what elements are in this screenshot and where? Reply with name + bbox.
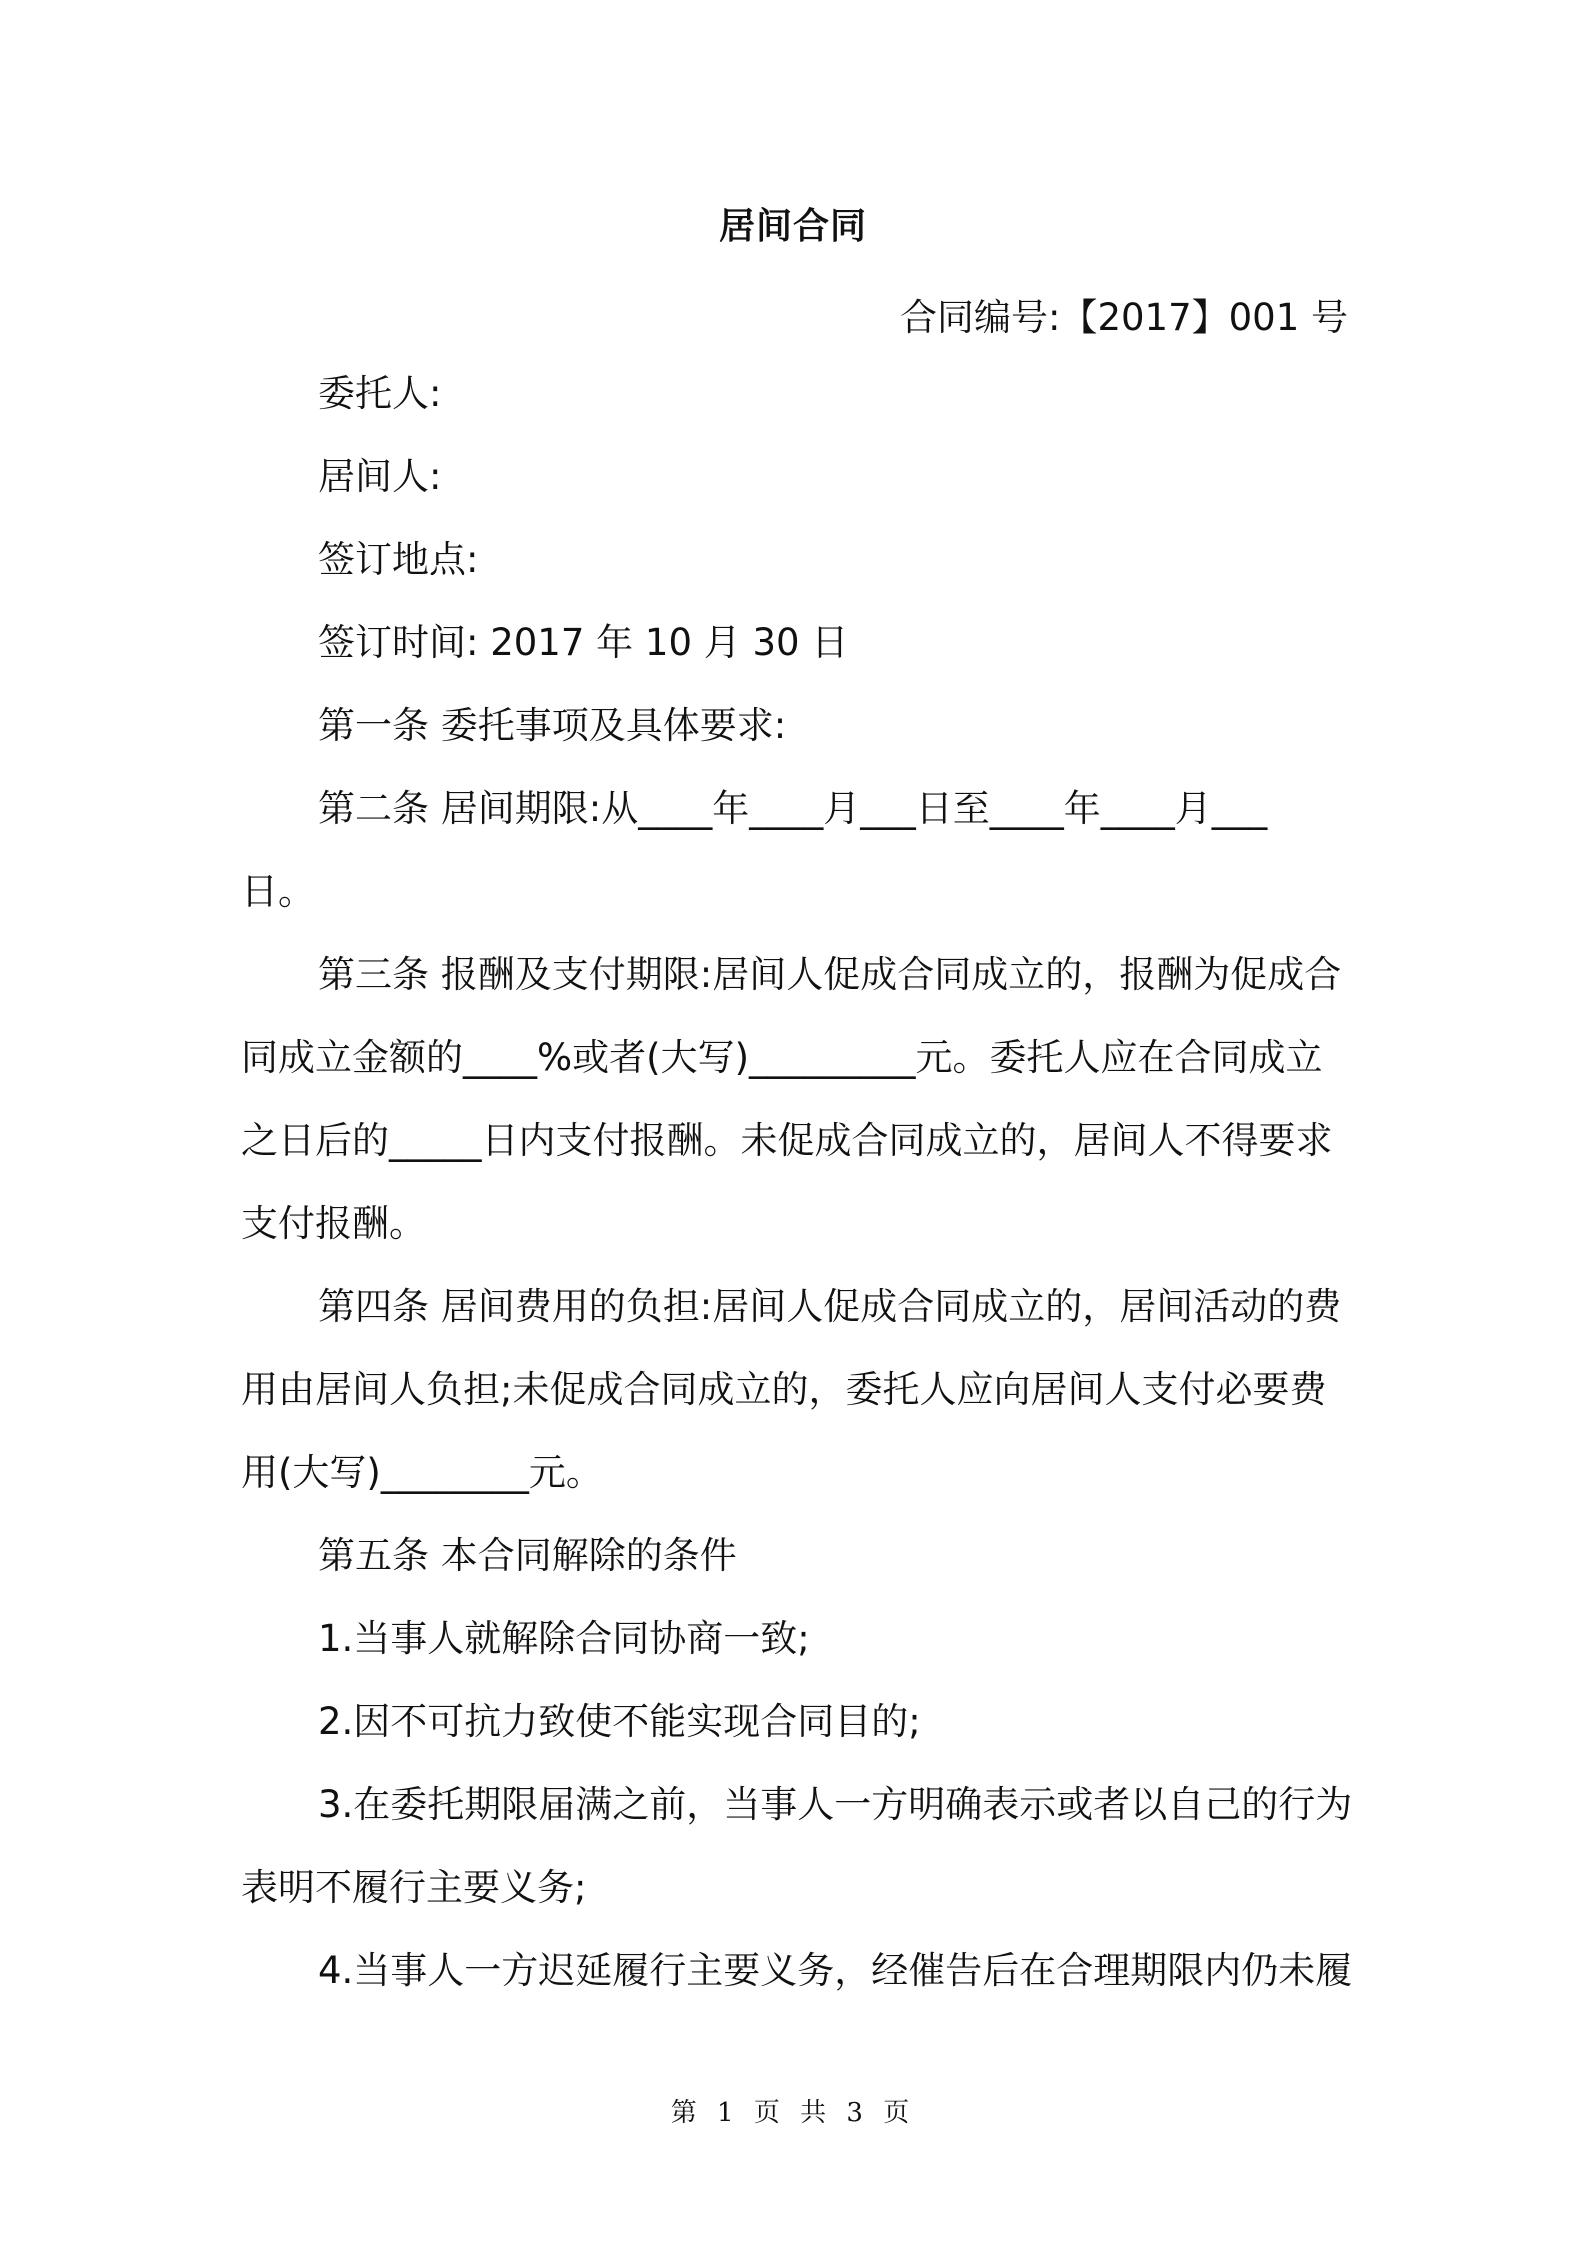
client-line: 委托人: bbox=[318, 372, 442, 415]
page-footer: 第 1 页 共 3 页 bbox=[670, 2098, 916, 2128]
contract-number: 合同编号:【2017】001 号 bbox=[899, 296, 1348, 339]
article-3-line-4: 支付报酬。 bbox=[241, 1202, 426, 1245]
article-5-line: 第五条 本合同解除的条件 bbox=[318, 1534, 737, 1577]
condition-2-line: 2.因不可抗力致使不能实现合同目的; bbox=[318, 1700, 921, 1743]
article-4-line-2: 用由居间人负担;未促成合同成立的，委托人应向居间人支付必要费 bbox=[241, 1368, 1327, 1411]
article-3-line-1: 第三条 报酬及支付期限:居间人促成合同成立的，报酬为促成合 bbox=[318, 953, 1342, 996]
article-2-line-1: 第二条 居间期限:从____年____月___日至____年____月___ bbox=[318, 787, 1268, 830]
condition-3-line-2: 表明不履行主要义务; bbox=[241, 1866, 587, 1909]
article-4-line-1: 第四条 居间费用的负担:居间人促成合同成立的，居间活动的费 bbox=[318, 1285, 1342, 1328]
signing-place-line: 签订地点: bbox=[318, 538, 479, 581]
condition-1-line: 1.当事人就解除合同协商一致; bbox=[318, 1617, 810, 1660]
intermediary-line: 居间人: bbox=[318, 455, 442, 498]
article-2-line-2: 日。 bbox=[241, 870, 315, 913]
condition-4-line-1: 4.当事人一方迟延履行主要义务，经催告后在合理期限内仍未履 bbox=[318, 1949, 1353, 1992]
article-3-line-2: 同成立金额的____%或者(大写)_________元。委托人应在合同成立 bbox=[241, 1036, 1323, 1079]
article-3-line-3: 之日后的_____日内支付报酬。未促成合同成立的，居间人不得要求 bbox=[241, 1119, 1333, 1162]
article-4-line-3: 用(大写)________元。 bbox=[241, 1451, 603, 1494]
document-title: 居间合同 bbox=[718, 206, 867, 247]
signing-date-line: 签订时间: 2017 年 10 月 30 日 bbox=[318, 621, 849, 664]
condition-3-line-1: 3.在委托期限届满之前，当事人一方明确表示或者以自己的行为 bbox=[318, 1783, 1353, 1826]
article-1-line: 第一条 委托事项及具体要求: bbox=[318, 704, 787, 747]
